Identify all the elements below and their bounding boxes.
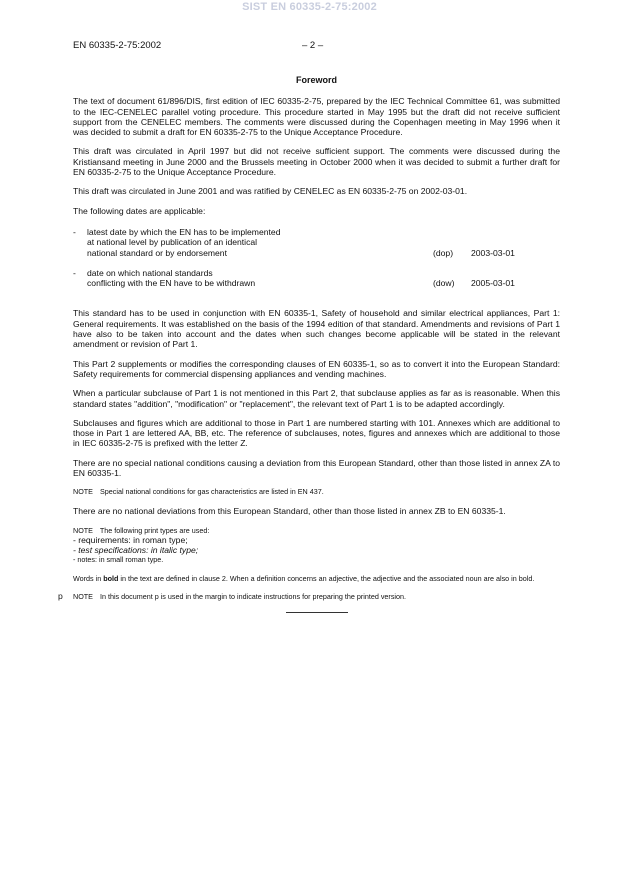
note-text: Special national conditions for gas characteristics are listed in EN 437.	[99, 487, 324, 497]
note-label: NOTE	[73, 487, 93, 497]
note-margin-p	[73, 592, 560, 601]
date-value: 2003-03-01	[471, 247, 515, 258]
end-rule	[286, 612, 348, 613]
text-run: Words in	[73, 573, 104, 583]
foreword-section	[73, 75, 560, 611]
document-id: EN 60335-2-75:2002	[73, 40, 162, 51]
list-dash: -	[73, 267, 76, 278]
paragraph-bold-definition	[73, 574, 560, 583]
date-abbreviation: (dop)	[433, 247, 454, 258]
date-description: date on which national standards conflicting with the EN have to be withdrawn	[87, 267, 256, 289]
paragraph: When a particular subclause of Part 1 is not mentioned in this Part 2, that subclause applies as far as is reasonable. When this standard states "addition", "modification" or "replacement", the relevant text of Part 1 is to be adapted accordingly.	[73, 388, 560, 409]
date-row-dow	[73, 268, 560, 289]
date-abbreviation: (dow)	[433, 278, 455, 289]
paragraph: The following dates are applicable:	[73, 205, 206, 216]
paragraph: This draft was circulated in April 1997 but did not receive sufficient support. The comments were discussed during the Kristiansand meeting in June 2000 and the Brussels meeting in October 2000 when it was decided to submit a further draft for EN 60335-2-75 to the Unique Acceptance Procedure.	[73, 146, 560, 178]
paragraph: This Part 2 supplements or modifies the corresponding clauses of EN 60335-1, so as to convert it into the European Standard: Safety requirements for commercial dispensing appliances and vending machines.	[73, 358, 560, 379]
date-row-dop	[73, 227, 560, 258]
date-description: latest date by which the EN has to be implemented at national level by publication of an identical national standard or by endorsement	[87, 226, 281, 258]
page-number: – 2 –	[302, 40, 324, 51]
list-dash: -	[73, 226, 76, 237]
paragraph: This draft was circulated in June 2001 and was ratified by CENELEC as EN 60335-2-75 on 2002-03-01.	[73, 186, 468, 197]
note-label: NOTE	[73, 525, 93, 535]
paragraph: There are no special national conditions causing a deviation from this European Standard, other than those listed in annex ZA to EN 60335-1.	[73, 457, 560, 479]
note-label: NOTE	[73, 591, 93, 601]
bold-word: bold	[103, 573, 119, 583]
list-item: - notes: in small roman type.	[73, 554, 164, 564]
list-item: - requirements: in roman type;	[73, 534, 188, 545]
paragraph: There are no national deviations from this European Standard, other than those listed in annex ZB to EN 60335-1.	[73, 506, 506, 517]
note-print-types	[73, 526, 560, 564]
dates-list	[73, 227, 560, 288]
section-title: Foreword	[295, 75, 337, 85]
date-value: 2005-03-01	[471, 278, 515, 289]
note-text: In this document p is used in the margin to indicate instructions for preparing the printed version.	[99, 591, 407, 601]
margin-mark: p	[58, 590, 63, 601]
watermark: SIST EN 60335-2-75:2002	[242, 1, 377, 13]
print-type-list	[73, 535, 560, 564]
paragraph: Subclauses and figures which are additional to those in Part 1 are numbered starting with 101. Annexes which are additional to those in Part 1 are lettered AA, BB, etc. The reference of subclauses, notes, figures and annexes which are additional to those in IEC 60335-2-75 is prefixed with the letter Z.	[73, 417, 560, 449]
paragraph: This standard has to be used in conjunction with EN 60335-1, Safety of household and similar electrical appliances, Part 1: General requirements. It was established on the basis of the 1994 edition of that standard. Amendments and revisions of Part 1 have also to be taken into account and the dates when such changes become applicable will be stated in the relevant amendment or revision of Part 1.	[73, 308, 560, 350]
list-item: - test specifications: in italic type;	[73, 544, 199, 555]
text-run: in the text are defined in clause 2. When a definition concerns an adjective, the adjective and the associated noun are also in bold.	[118, 573, 535, 583]
note-gas	[73, 487, 560, 496]
paragraph: The text of document 61/896/DIS, first edition of IEC 60335-2-75, prepared by the IEC Technical Committee 61, was submitted to the IEC-CENELEC parallel voting procedure. This procedure started in May 1995 but the draft did not receive sufficient support from the CENELEC members. The comments were discussed during the Copenhagen meeting in May 1996 when it was decided to submit a draft for EN 60335-2-75 to the Unique Acceptance Procedure.	[73, 96, 560, 138]
note-text: The following print types are used:	[99, 525, 210, 535]
